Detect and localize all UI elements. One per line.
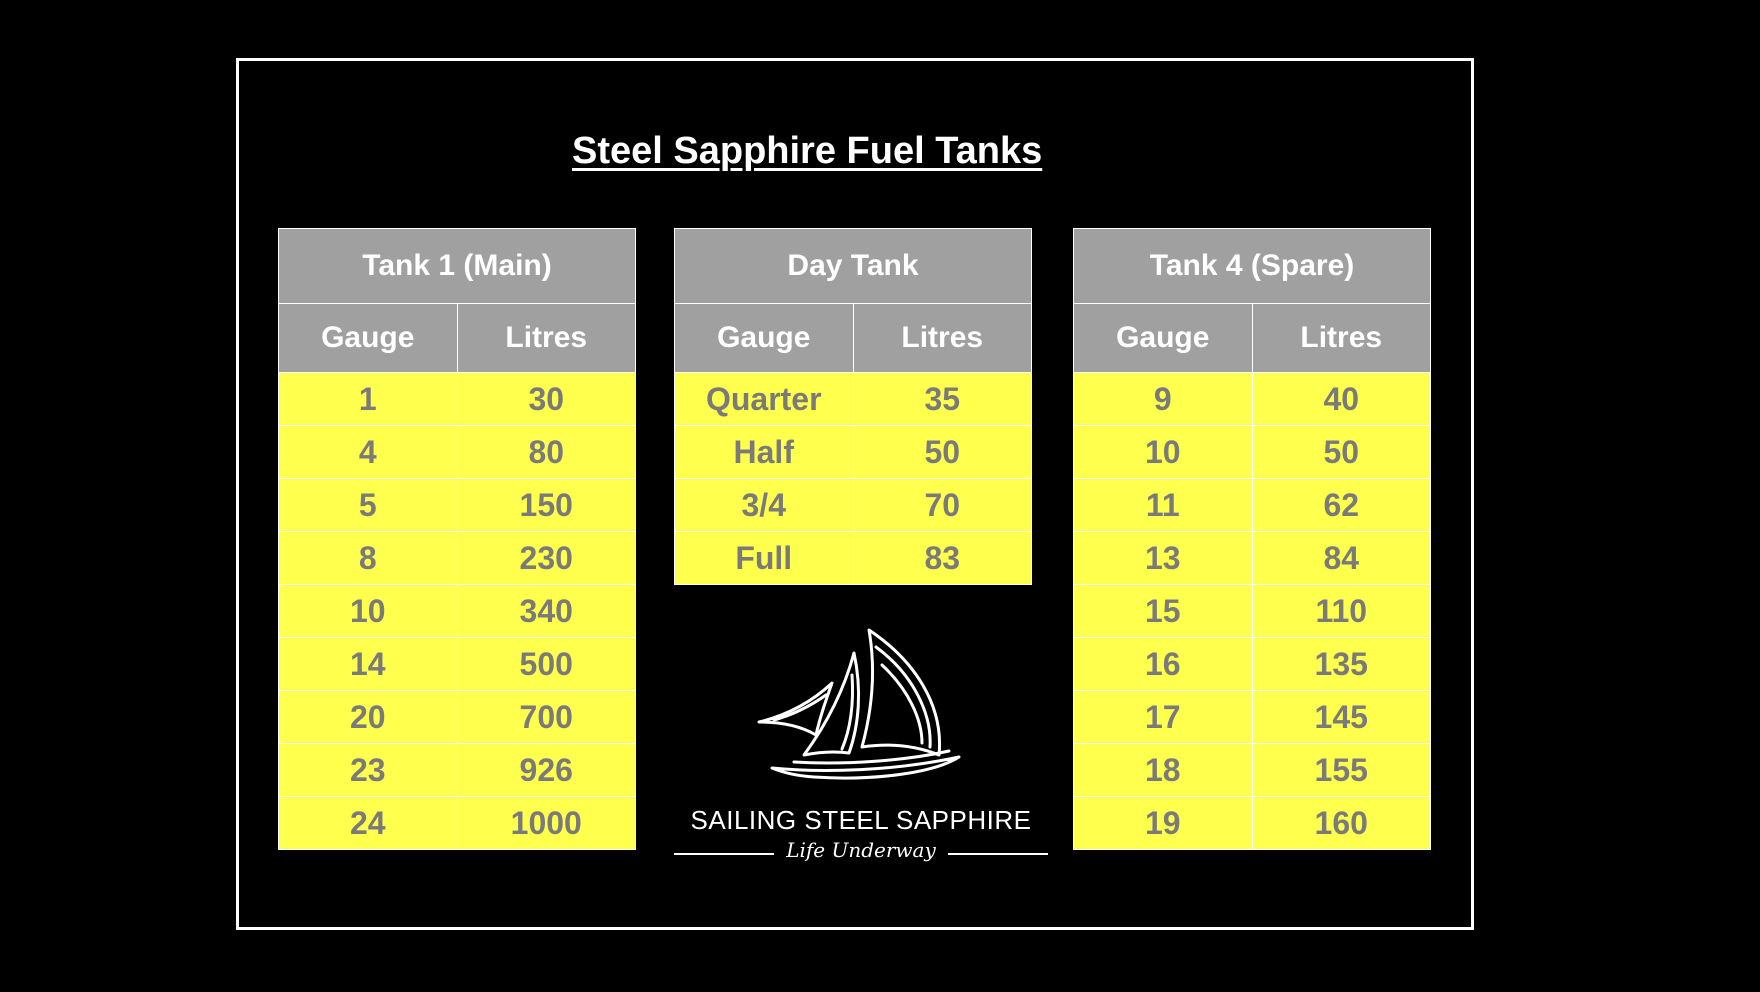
- gauge-cell: 17: [1074, 691, 1253, 744]
- table-row: [279, 638, 636, 691]
- gauge-cell: Full: [675, 532, 854, 585]
- litres-column-header: Litres: [457, 304, 636, 373]
- litres-cell: 155: [1252, 744, 1431, 797]
- gauge-cell: 10: [1074, 426, 1253, 479]
- gauge-column-header: Gauge: [1074, 304, 1253, 373]
- gauge-cell: Quarter: [675, 373, 854, 426]
- tank-name: Day Tank: [675, 229, 1032, 304]
- gauge-cell: 4: [279, 426, 458, 479]
- table-row: [1074, 373, 1431, 426]
- litres-cell: 84: [1252, 532, 1431, 585]
- gauge-cell: 11: [1074, 479, 1253, 532]
- brand-logo: [674, 625, 1048, 865]
- litres-cell: 62: [1252, 479, 1431, 532]
- tank-name: Tank 4 (Spare): [1074, 229, 1431, 304]
- litres-column-header: Litres: [1252, 304, 1431, 373]
- litres-cell: 150: [457, 479, 636, 532]
- litres-cell: 50: [1252, 426, 1431, 479]
- litres-cell: 83: [853, 532, 1032, 585]
- litres-cell: 30: [457, 373, 636, 426]
- litres-cell: 50: [853, 426, 1032, 479]
- gauge-cell: 10: [279, 585, 458, 638]
- tank-table-day: [674, 228, 1032, 585]
- gauge-cell: 23: [279, 744, 458, 797]
- table-row: [279, 691, 636, 744]
- divider-line: [674, 853, 774, 855]
- table-row: [279, 479, 636, 532]
- gauge-column-header: Gauge: [279, 304, 458, 373]
- gauge-cell: 13: [1074, 532, 1253, 585]
- gauge-cell: 9: [1074, 373, 1253, 426]
- litres-cell: 110: [1252, 585, 1431, 638]
- litres-cell: 160: [1252, 797, 1431, 850]
- gauge-cell: 24: [279, 797, 458, 850]
- sailboat-icon: [754, 625, 968, 785]
- table-row: [279, 373, 636, 426]
- tank-name: Tank 1 (Main): [279, 229, 636, 304]
- litres-cell: 40: [1252, 373, 1431, 426]
- litres-cell: 926: [457, 744, 636, 797]
- tagline-row: [674, 838, 1048, 868]
- tank-table-spare: [1073, 228, 1431, 850]
- table-row: [675, 532, 1032, 585]
- litres-cell: 35: [853, 373, 1032, 426]
- gauge-cell: 19: [1074, 797, 1253, 850]
- litres-cell: 230: [457, 532, 636, 585]
- table-row: [1074, 532, 1431, 585]
- tank-rows: [675, 373, 1032, 585]
- table-row: [1074, 479, 1431, 532]
- table-row: [675, 373, 1032, 426]
- gauge-cell: 15: [1074, 585, 1253, 638]
- tank-table-main: [278, 228, 636, 850]
- table-row: [675, 479, 1032, 532]
- gauge-cell: 1: [279, 373, 458, 426]
- litres-cell: 340: [457, 585, 636, 638]
- table-row: [279, 797, 636, 850]
- brand-name: SAILING STEEL SAPPHIRE: [690, 805, 1032, 835]
- tank-rows: [279, 373, 636, 850]
- litres-cell: 1000: [457, 797, 636, 850]
- gauge-cell: 20: [279, 691, 458, 744]
- gauge-cell: 8: [279, 532, 458, 585]
- gauge-column-header: Gauge: [675, 304, 854, 373]
- litres-cell: 135: [1252, 638, 1431, 691]
- brand-tagline: Life Underway: [786, 838, 936, 862]
- page-title: Steel Sapphire Fuel Tanks: [572, 130, 1043, 172]
- gauge-cell: 14: [279, 638, 458, 691]
- gauge-cell: 18: [1074, 744, 1253, 797]
- table-row: [1074, 585, 1431, 638]
- tank-rows: [1074, 373, 1431, 850]
- litres-column-header: Litres: [853, 304, 1032, 373]
- litres-cell: 70: [853, 479, 1032, 532]
- gauge-cell: 5: [279, 479, 458, 532]
- litres-cell: 145: [1252, 691, 1431, 744]
- divider-line: [948, 853, 1048, 855]
- table-row: [1074, 638, 1431, 691]
- gauge-cell: 3/4: [675, 479, 854, 532]
- litres-cell: 500: [457, 638, 636, 691]
- table-row: [279, 532, 636, 585]
- litres-cell: 80: [457, 426, 636, 479]
- table-row: [279, 585, 636, 638]
- table-row: [675, 426, 1032, 479]
- table-row: [1074, 691, 1431, 744]
- table-row: [1074, 744, 1431, 797]
- gauge-cell: Half: [675, 426, 854, 479]
- table-row: [279, 744, 636, 797]
- table-row: [1074, 797, 1431, 850]
- table-row: [279, 426, 636, 479]
- table-row: [1074, 426, 1431, 479]
- litres-cell: 700: [457, 691, 636, 744]
- gauge-cell: 16: [1074, 638, 1253, 691]
